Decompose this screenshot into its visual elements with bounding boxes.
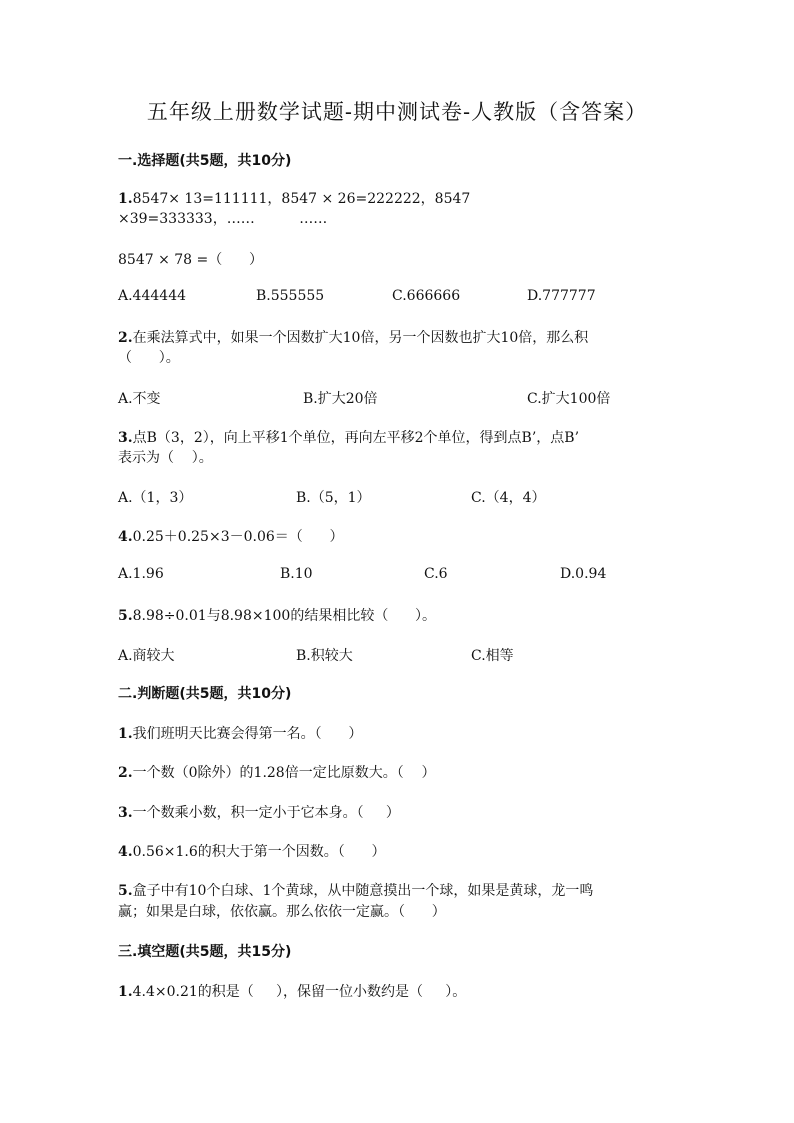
choice-2-option-a: A.不变 [118, 391, 161, 407]
question-number: 2. [118, 330, 133, 346]
choice-1-option-d: D.777777 [527, 288, 596, 304]
choice-3-option-a: A.（1，3） [118, 490, 193, 506]
choice-4-option-a: A.1.96 [118, 566, 164, 582]
choice-1-option-c: C.666666 [392, 288, 461, 304]
question-text: 8.98÷0.01与8.98×100的结果相比较（ ）。 [132, 608, 437, 624]
choice-1-option-b: B.555555 [256, 288, 325, 304]
choice-5-option-b: B.积较大 [296, 648, 353, 664]
choice-2-option-c: C.扩大100倍 [527, 391, 611, 407]
choice-question-3 [118, 427, 579, 447]
choice-4-option-b: B.10 [280, 566, 313, 582]
choice-3-option-c: C.（4，4） [471, 490, 546, 506]
question-text: 0.25＋0.25×3－0.06＝（ ） [132, 529, 344, 545]
question-text: 一个数乘小数，积一定小于它本身。（ ） [132, 805, 400, 821]
judge-question-2 [118, 762, 436, 782]
choice-1-option-a: A.444444 [118, 288, 187, 304]
question-text: 在乘法算式中，如果一个因数扩大10倍，另一个因数也扩大10倍，那么积 [132, 330, 589, 346]
question-number: 1. [118, 191, 133, 207]
choice-2-option-b: B.扩大20倍 [303, 391, 378, 407]
question-number: 4. [118, 529, 133, 545]
choice-4-option-d: D.0.94 [560, 566, 607, 582]
judge-question-4 [118, 841, 386, 861]
page-title: 五年级上册数学试题-期中测试卷-人教版（含答案） [146, 100, 648, 124]
choice-question-2-line2: （ ）。 [118, 350, 180, 366]
question-number: 2. [118, 765, 133, 781]
judge-question-5 [118, 880, 593, 900]
question-text: 4.4×0.21的积是（ ），保留一位小数约是（ ）。 [132, 984, 467, 1000]
judge-question-3 [118, 802, 400, 822]
choice-3-option-b: B.（5，1） [296, 490, 371, 506]
choice-question-3-line2: 表示为（ ）。 [118, 450, 213, 466]
question-number: 1. [118, 984, 133, 1000]
question-text: 盒子中有10个白球、1个黄球，从中随意摸出一个球，如果是黄球，龙一鸣 [132, 883, 594, 899]
choice-question-4 [118, 526, 343, 546]
choice-5-option-a: A.商较大 [118, 648, 175, 664]
question-number: 5. [118, 608, 133, 624]
question-number: 3. [118, 430, 133, 446]
choice-question-1-line2: ×39=333333，…… …… [118, 211, 328, 227]
question-text: 一个数（0除外）的1.28倍一定比原数大。（ ） [132, 765, 436, 781]
section-heading-fill: 三.填空题(共5题，共15分) [118, 944, 292, 960]
question-text: 点B（3，2），向上平移1个单位，再向左平移2个单位，得到点B’，点B’ [132, 430, 580, 446]
question-text: 0.56×1.6的积大于第一个因数。（ ） [132, 844, 386, 860]
choice-question-1-line3: 8547 × 78 =（ ） [118, 252, 263, 268]
question-number: 1. [118, 726, 133, 742]
choice-question-5 [118, 605, 436, 625]
section-heading-judge: 二.判断题(共5题，共10分) [118, 686, 292, 702]
question-number: 5. [118, 883, 133, 899]
choice-4-option-c: C.6 [424, 566, 448, 582]
choice-5-option-c: C.相等 [471, 648, 514, 664]
judge-question-5-line2: 赢；如果是白球，依依赢。那么依依一定赢。（ ） [118, 904, 446, 920]
section-heading-choice: 一.选择题(共5题，共10分) [118, 153, 292, 169]
question-text: 我们班明天比赛会得第一名。（ ） [132, 726, 363, 742]
choice-question-2 [118, 327, 588, 347]
question-text: 8547× 13=111111，8547 × 26=222222，8547 [132, 191, 471, 207]
question-number: 3. [118, 805, 133, 821]
judge-question-1 [118, 723, 362, 743]
choice-question-1 [118, 188, 470, 208]
fill-question-1 [118, 981, 466, 1001]
question-number: 4. [118, 844, 133, 860]
